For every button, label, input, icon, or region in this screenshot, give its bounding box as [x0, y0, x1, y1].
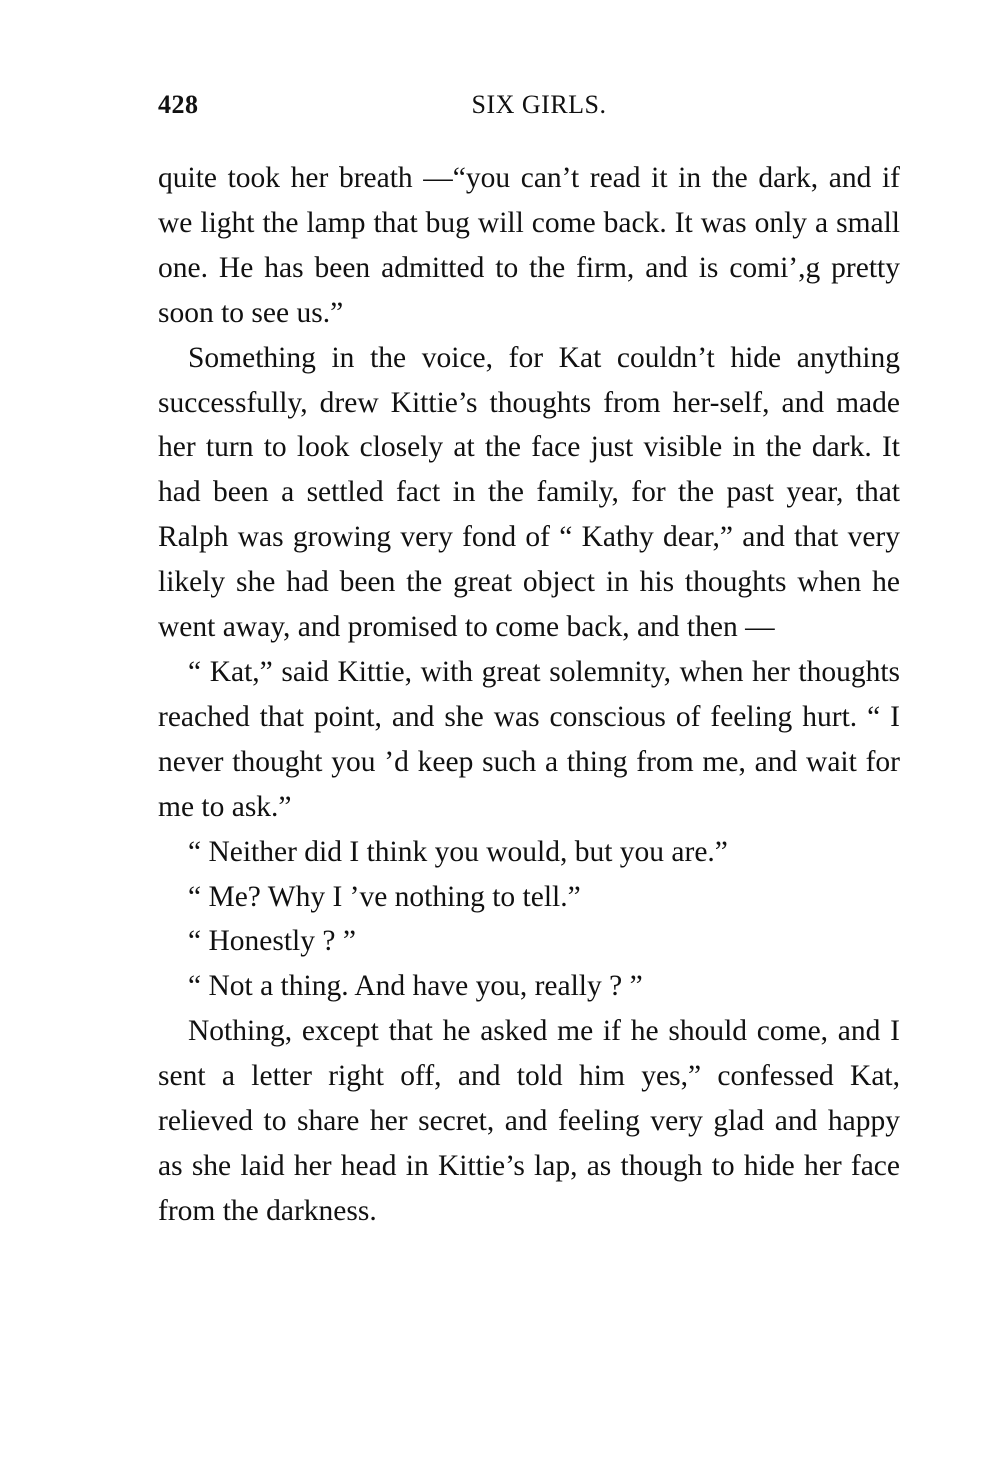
paragraph: “ Not a thing. And have you, really ? ” [188, 970, 643, 1003]
page-number: 428 [158, 90, 199, 119]
paragraph: “ Neither did I think you would, but you are.” [188, 835, 728, 868]
paragraph: quite took her breath —“you can’t read it in the dark, and if we light the lamp that bug will come back. It was only a small one. He has been admitted to the firm, and is comi’,g pretty soon to see us.” [158, 162, 900, 329]
paragraph: “ Kat,” said Kittie, with great solemnity, when her thoughts reached that point, and she was conscious of feeling hurt. “ I never thought you ’d keep such a thing from me, and wait for me to ask.” [158, 655, 900, 823]
paragraph: “ Honestly ? ” [188, 925, 356, 958]
paragraph: Something in the voice, for Kat couldn’t hide anything successfully, drew Kittie’s thoughts from her-self, and made her turn to look closely at the face just visible in the dark. It had been a settled fact in the family, for the past year, that Ralph was growing very fond of “ Kathy dear,” and that very likely she had been the great object in his thoughts when he went away, and promised to come back, and then — [158, 341, 900, 644]
paragraph: Nothing, except that he asked me if he should come, and I sent a letter right off, and told him yes,” confessed Kat, relieved to share her secret, and feeling very glad and happy as she laid her head in Kittie’s lap, as though to hide her face from the darkness. [158, 1015, 900, 1227]
body-text [158, 156, 900, 1234]
paragraph: “ Me? Why I ’ve nothing to tell.” [188, 880, 581, 913]
page-header [158, 90, 898, 130]
running-title: SIX GIRLS. [471, 90, 607, 119]
